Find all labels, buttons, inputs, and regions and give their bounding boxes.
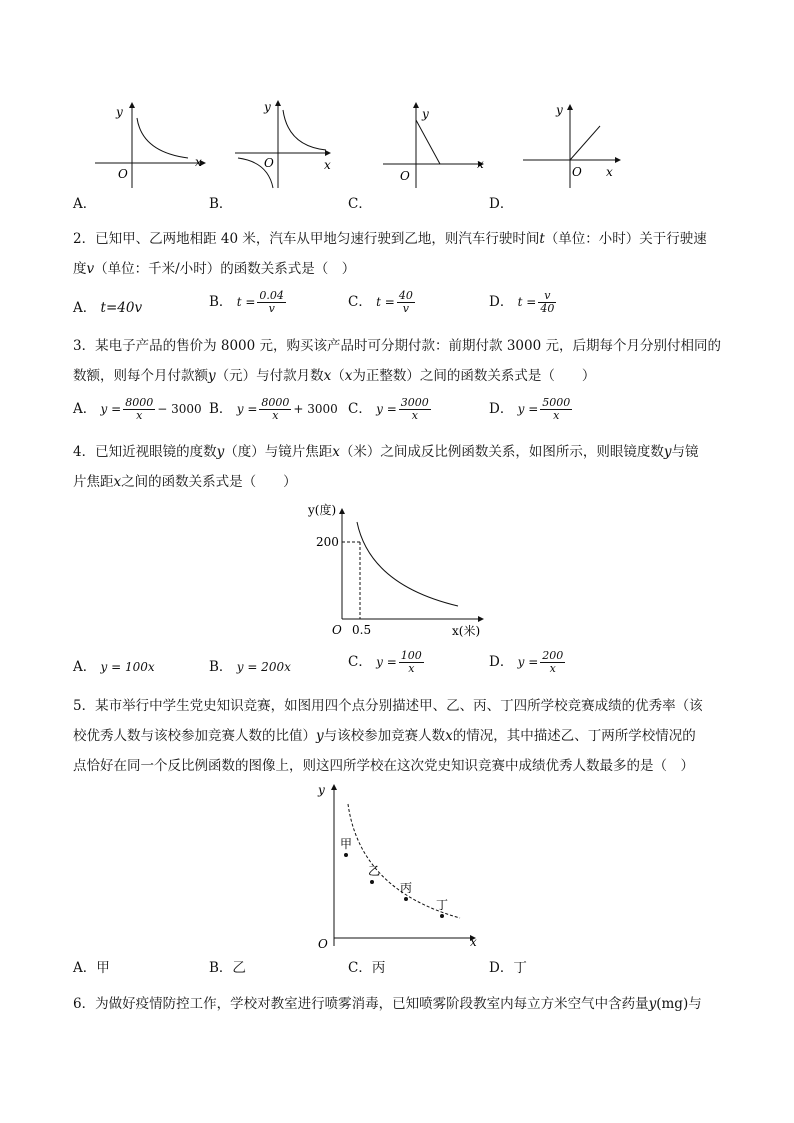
q4-x-tick: 0.5 [352, 623, 372, 637]
q3-stem-line1: 3．某电子产品的售价为 8000 元，购买该产品时可分期付款：前期付款 3000 元，后期每个月分别付相同的 [73, 338, 721, 354]
q1b-x-label: x [324, 158, 331, 172]
q5-y-label: y [318, 783, 325, 797]
q1a-origin: O [118, 167, 128, 181]
q4-origin: O [332, 623, 342, 637]
q5-option-b: B．乙 [209, 960, 246, 976]
q2-stem-line2: 度v（单位：千米/小时）的函数关系式是（ ） [73, 261, 356, 277]
q1-option-a: A． [73, 196, 97, 212]
q2-option-a: A． t=40v [73, 300, 143, 316]
q1-option-c: C． [348, 196, 372, 212]
q1-graph-c [378, 100, 493, 190]
q5-point-yi [370, 880, 374, 884]
q2-stem-line1: 2．已知甲、乙两地相距 40 米，汽车从甲地匀速行驶到乙地，则汽车行驶时间t（单位：小时）关于行驶速 [73, 231, 707, 247]
q1-graph-d [518, 100, 628, 190]
q2-option-c: C． t = $\frac{40}{v}$ [348, 289, 413, 315]
q5-stem-line3: 点恰好在同一个反比例函数的图像上，则这四所学校在这次党史知识竞赛中成绩优秀人数最多的是（ ） [73, 758, 694, 774]
q4-graph [300, 500, 500, 645]
q1a-y-label: y [116, 105, 123, 119]
q4-y-tick: 200 [316, 535, 339, 549]
q3-option-a: A． y = $\frac{8000}{x}$ − 3000 [73, 396, 202, 422]
q5-label-ding: 丁 [436, 898, 449, 912]
q1-graph-a [90, 100, 210, 190]
q4-option-b: B． y = 200x [209, 659, 291, 675]
q5-point-ding [440, 914, 444, 918]
q1b-y-label: y [264, 100, 271, 114]
q1a-x-label: x [195, 155, 202, 169]
q6-stem-line1: 6．为做好疫情防控工作，学校对教室进行喷雾消毒，已知喷雾阶段教室内每立方米空气中含药量y(mg)与 [73, 996, 702, 1012]
q5-stem-line1: 5．某市举行中学生党史知识竞赛，如图用四个点分别描述甲、乙、丙、丁四所学校竞赛成绩的优秀率（该 [73, 698, 703, 714]
q5-origin: O [318, 937, 328, 950]
q5-label-jia: 甲 [340, 837, 353, 851]
q2-option-d: D． t = $\frac{v}{40}$ [489, 289, 555, 315]
q4-option-c: C． y = $\frac{100}{x}$ [348, 649, 422, 675]
q1-option-d: D． [489, 196, 514, 212]
q5-option-d: D．丁 [489, 960, 527, 976]
q4-stem-line2: 片焦距x之间的函数关系式是（ ） [73, 474, 297, 490]
q1-option-b: B． [209, 196, 233, 212]
q4-stem-line1: 4．已知近视眼镜的度数y（度）与镜片焦距x（米）之间成反比例函数关系，如图所示，则眼镜度数y与镜 [73, 444, 699, 460]
q1d-y-label: y [556, 103, 563, 117]
q3-option-b: B． y = $\frac{8000}{x}$ + 3000 [209, 396, 338, 422]
q1c-y-label: y [422, 107, 429, 121]
q4-option-a: A． y = 100x [73, 659, 155, 675]
q5-option-a: A．甲 [73, 960, 110, 976]
q4-y-axis-label: y(度) [308, 503, 337, 517]
q5-option-c: C．丙 [348, 960, 386, 976]
q3-stem-line2: 数额，则每个月付款额y（元）与付款月数x（x为正整数）之间的函数关系式是（ ） [73, 368, 596, 384]
q1d-origin: O [572, 165, 582, 179]
q3-option-c: C． y = $\frac{3000}{x}$ [348, 396, 429, 422]
q1c-origin: O [400, 169, 410, 183]
q4-option-d: D． y = $\frac{200}{x}$ [489, 649, 564, 675]
q1-graph-b [230, 96, 345, 191]
q5-stem-line2: 校优秀人数与该校参加竞赛人数的比值）y与该校参加竞赛人数x的情况，其中描述乙、丁两所学校情况的 [73, 728, 696, 744]
q3-option-d: D． y = $\frac{5000}{x}$ [489, 396, 571, 422]
q5-point-jia [344, 853, 348, 857]
q1d-x-label: x [606, 165, 613, 179]
q2-option-b: B． t = $\frac{0.04}{v}$ [209, 289, 284, 315]
q5-point-bing [404, 897, 408, 901]
q5-label-yi: 乙 [368, 864, 381, 878]
q5-x-label: x [470, 935, 477, 949]
q5-label-bing: 丙 [400, 881, 413, 895]
q4-x-axis-label: x(米) [452, 624, 481, 638]
q1b-origin: O [264, 156, 274, 170]
q1c-x-label: x [477, 157, 484, 171]
q5-graph [310, 778, 490, 950]
